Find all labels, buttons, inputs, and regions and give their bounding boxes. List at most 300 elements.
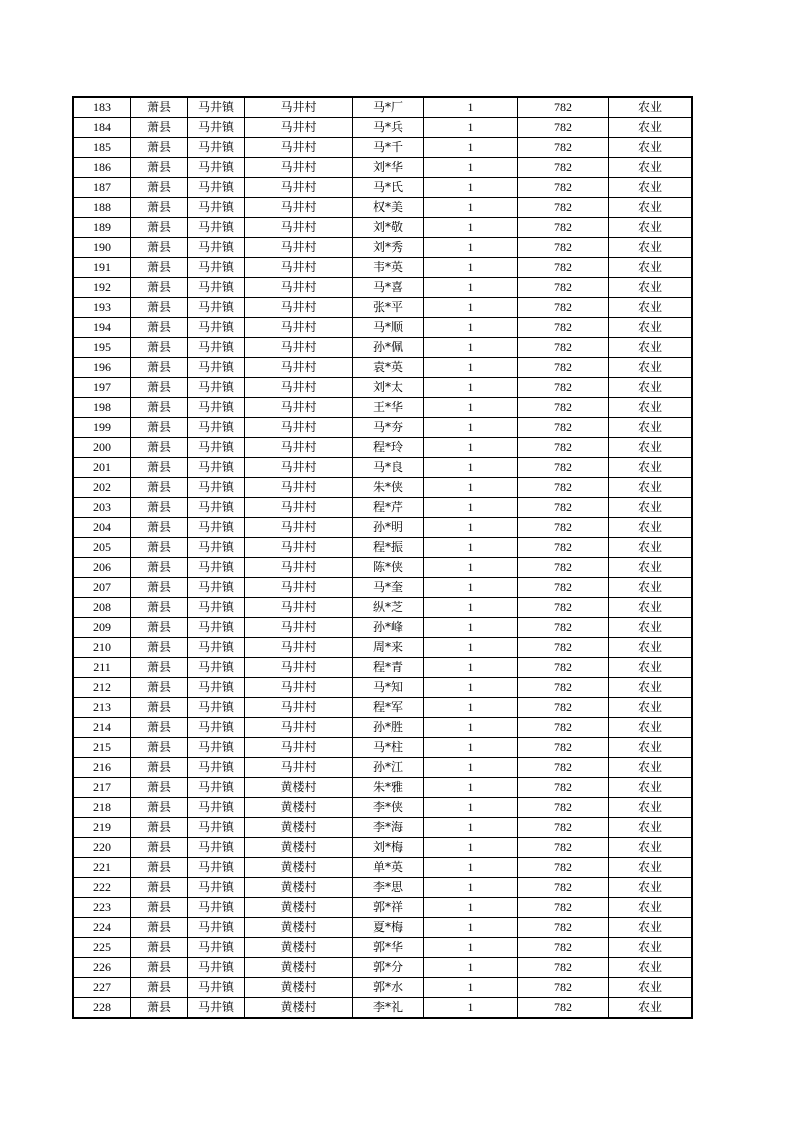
county-cell: 萧县 bbox=[131, 718, 188, 738]
table-row bbox=[73, 998, 692, 1019]
table-row bbox=[73, 538, 692, 558]
village-cell: 马井村 bbox=[245, 718, 353, 738]
village-cell: 黄楼村 bbox=[245, 878, 353, 898]
type-cell: 农业 bbox=[609, 858, 693, 878]
table-row bbox=[73, 258, 692, 278]
type-cell: 农业 bbox=[609, 458, 693, 478]
count-cell: 1 bbox=[424, 558, 518, 578]
town-cell: 马井镇 bbox=[188, 458, 245, 478]
table-row bbox=[73, 278, 692, 298]
row-index: 201 bbox=[73, 458, 131, 478]
amount-cell: 782 bbox=[518, 998, 609, 1019]
count-cell: 1 bbox=[424, 658, 518, 678]
amount-cell: 782 bbox=[518, 578, 609, 598]
table-row bbox=[73, 678, 692, 698]
name-cell: 程*军 bbox=[353, 698, 424, 718]
count-cell: 1 bbox=[424, 298, 518, 318]
table-row bbox=[73, 158, 692, 178]
amount-cell: 782 bbox=[518, 598, 609, 618]
row-index: 190 bbox=[73, 238, 131, 258]
table-row bbox=[73, 138, 692, 158]
row-index: 188 bbox=[73, 198, 131, 218]
table-row bbox=[73, 218, 692, 238]
village-cell: 黄楼村 bbox=[245, 818, 353, 838]
town-cell: 马井镇 bbox=[188, 998, 245, 1019]
town-cell: 马井镇 bbox=[188, 978, 245, 998]
county-cell: 萧县 bbox=[131, 158, 188, 178]
count-cell: 1 bbox=[424, 198, 518, 218]
amount-cell: 782 bbox=[518, 538, 609, 558]
type-cell: 农业 bbox=[609, 918, 693, 938]
type-cell: 农业 bbox=[609, 638, 693, 658]
amount-cell: 782 bbox=[518, 338, 609, 358]
amount-cell: 782 bbox=[518, 698, 609, 718]
table-row bbox=[73, 338, 692, 358]
count-cell: 1 bbox=[424, 578, 518, 598]
village-cell: 马井村 bbox=[245, 698, 353, 718]
village-cell: 黄楼村 bbox=[245, 838, 353, 858]
row-index: 204 bbox=[73, 518, 131, 538]
count-cell: 1 bbox=[424, 598, 518, 618]
row-index: 221 bbox=[73, 858, 131, 878]
row-index: 219 bbox=[73, 818, 131, 838]
row-index: 200 bbox=[73, 438, 131, 458]
type-cell: 农业 bbox=[609, 578, 693, 598]
amount-cell: 782 bbox=[518, 498, 609, 518]
count-cell: 1 bbox=[424, 318, 518, 338]
row-index: 227 bbox=[73, 978, 131, 998]
town-cell: 马井镇 bbox=[188, 178, 245, 198]
county-cell: 萧县 bbox=[131, 538, 188, 558]
amount-cell: 782 bbox=[518, 258, 609, 278]
name-cell: 马*喜 bbox=[353, 278, 424, 298]
village-cell: 马井村 bbox=[245, 678, 353, 698]
table-row bbox=[73, 298, 692, 318]
amount-cell: 782 bbox=[518, 378, 609, 398]
row-index: 209 bbox=[73, 618, 131, 638]
table-row bbox=[73, 398, 692, 418]
amount-cell: 782 bbox=[518, 738, 609, 758]
row-index: 216 bbox=[73, 758, 131, 778]
county-cell: 萧县 bbox=[131, 678, 188, 698]
table-row bbox=[73, 758, 692, 778]
amount-cell: 782 bbox=[518, 638, 609, 658]
type-cell: 农业 bbox=[609, 958, 693, 978]
name-cell: 马*知 bbox=[353, 678, 424, 698]
county-cell: 萧县 bbox=[131, 898, 188, 918]
type-cell: 农业 bbox=[609, 998, 693, 1019]
village-cell: 马井村 bbox=[245, 458, 353, 478]
village-cell: 马井村 bbox=[245, 658, 353, 678]
count-cell: 1 bbox=[424, 398, 518, 418]
town-cell: 马井镇 bbox=[188, 258, 245, 278]
table-row bbox=[73, 438, 692, 458]
row-index: 225 bbox=[73, 938, 131, 958]
type-cell: 农业 bbox=[609, 478, 693, 498]
count-cell: 1 bbox=[424, 538, 518, 558]
village-cell: 马井村 bbox=[245, 418, 353, 438]
county-cell: 萧县 bbox=[131, 118, 188, 138]
table-row bbox=[73, 358, 692, 378]
county-cell: 萧县 bbox=[131, 218, 188, 238]
county-cell: 萧县 bbox=[131, 918, 188, 938]
name-cell: 马*奎 bbox=[353, 578, 424, 598]
type-cell: 农业 bbox=[609, 978, 693, 998]
amount-cell: 782 bbox=[518, 438, 609, 458]
town-cell: 马井镇 bbox=[188, 218, 245, 238]
type-cell: 农业 bbox=[609, 558, 693, 578]
amount-cell: 782 bbox=[518, 898, 609, 918]
town-cell: 马井镇 bbox=[188, 338, 245, 358]
type-cell: 农业 bbox=[609, 738, 693, 758]
town-cell: 马井镇 bbox=[188, 678, 245, 698]
town-cell: 马井镇 bbox=[188, 418, 245, 438]
town-cell: 马井镇 bbox=[188, 718, 245, 738]
row-index: 220 bbox=[73, 838, 131, 858]
town-cell: 马井镇 bbox=[188, 478, 245, 498]
type-cell: 农业 bbox=[609, 338, 693, 358]
town-cell: 马井镇 bbox=[188, 97, 245, 118]
type-cell: 农业 bbox=[609, 158, 693, 178]
name-cell: 程*芹 bbox=[353, 498, 424, 518]
count-cell: 1 bbox=[424, 778, 518, 798]
table-row bbox=[73, 778, 692, 798]
table-row bbox=[73, 838, 692, 858]
amount-cell: 782 bbox=[518, 318, 609, 338]
county-cell: 萧县 bbox=[131, 178, 188, 198]
town-cell: 马井镇 bbox=[188, 298, 245, 318]
table-row bbox=[73, 878, 692, 898]
village-cell: 马井村 bbox=[245, 518, 353, 538]
town-cell: 马井镇 bbox=[188, 498, 245, 518]
type-cell: 农业 bbox=[609, 278, 693, 298]
type-cell: 农业 bbox=[609, 778, 693, 798]
row-index: 211 bbox=[73, 658, 131, 678]
amount-cell: 782 bbox=[518, 618, 609, 638]
row-index: 198 bbox=[73, 398, 131, 418]
type-cell: 农业 bbox=[609, 398, 693, 418]
name-cell: 马*柱 bbox=[353, 738, 424, 758]
village-cell: 马井村 bbox=[245, 438, 353, 458]
amount-cell: 782 bbox=[518, 238, 609, 258]
amount-cell: 782 bbox=[518, 418, 609, 438]
name-cell: 韦*英 bbox=[353, 258, 424, 278]
town-cell: 马井镇 bbox=[188, 578, 245, 598]
county-cell: 萧县 bbox=[131, 698, 188, 718]
county-cell: 萧县 bbox=[131, 138, 188, 158]
town-cell: 马井镇 bbox=[188, 138, 245, 158]
amount-cell: 782 bbox=[518, 958, 609, 978]
county-cell: 萧县 bbox=[131, 738, 188, 758]
county-cell: 萧县 bbox=[131, 338, 188, 358]
village-cell: 黄楼村 bbox=[245, 958, 353, 978]
type-cell: 农业 bbox=[609, 698, 693, 718]
amount-cell: 782 bbox=[518, 478, 609, 498]
amount-cell: 782 bbox=[518, 758, 609, 778]
amount-cell: 782 bbox=[518, 97, 609, 118]
type-cell: 农业 bbox=[609, 838, 693, 858]
count-cell: 1 bbox=[424, 998, 518, 1019]
count-cell: 1 bbox=[424, 618, 518, 638]
table-row bbox=[73, 198, 692, 218]
name-cell: 刘*太 bbox=[353, 378, 424, 398]
row-index: 186 bbox=[73, 158, 131, 178]
count-cell: 1 bbox=[424, 518, 518, 538]
row-index: 213 bbox=[73, 698, 131, 718]
table-row bbox=[73, 578, 692, 598]
village-cell: 马井村 bbox=[245, 598, 353, 618]
village-cell: 马井村 bbox=[245, 498, 353, 518]
village-cell: 黄楼村 bbox=[245, 778, 353, 798]
village-cell: 马井村 bbox=[245, 578, 353, 598]
table-row bbox=[73, 818, 692, 838]
amount-cell: 782 bbox=[518, 818, 609, 838]
county-cell: 萧县 bbox=[131, 778, 188, 798]
town-cell: 马井镇 bbox=[188, 638, 245, 658]
county-cell: 萧县 bbox=[131, 598, 188, 618]
data-table bbox=[72, 96, 693, 1019]
county-cell: 萧县 bbox=[131, 398, 188, 418]
name-cell: 郭*分 bbox=[353, 958, 424, 978]
name-cell: 张*平 bbox=[353, 298, 424, 318]
amount-cell: 782 bbox=[518, 798, 609, 818]
amount-cell: 782 bbox=[518, 938, 609, 958]
table-row bbox=[73, 458, 692, 478]
count-cell: 1 bbox=[424, 478, 518, 498]
count-cell: 1 bbox=[424, 138, 518, 158]
name-cell: 朱*雅 bbox=[353, 778, 424, 798]
type-cell: 农业 bbox=[609, 318, 693, 338]
row-index: 218 bbox=[73, 798, 131, 818]
row-index: 208 bbox=[73, 598, 131, 618]
count-cell: 1 bbox=[424, 458, 518, 478]
row-index: 207 bbox=[73, 578, 131, 598]
town-cell: 马井镇 bbox=[188, 758, 245, 778]
table-row bbox=[73, 238, 692, 258]
village-cell: 马井村 bbox=[245, 218, 353, 238]
town-cell: 马井镇 bbox=[188, 158, 245, 178]
count-cell: 1 bbox=[424, 158, 518, 178]
name-cell: 马*良 bbox=[353, 458, 424, 478]
village-cell: 黄楼村 bbox=[245, 998, 353, 1019]
row-index: 214 bbox=[73, 718, 131, 738]
count-cell: 1 bbox=[424, 698, 518, 718]
amount-cell: 782 bbox=[518, 158, 609, 178]
amount-cell: 782 bbox=[518, 458, 609, 478]
name-cell: 周*来 bbox=[353, 638, 424, 658]
amount-cell: 782 bbox=[518, 558, 609, 578]
name-cell: 郭*水 bbox=[353, 978, 424, 998]
count-cell: 1 bbox=[424, 678, 518, 698]
amount-cell: 782 bbox=[518, 298, 609, 318]
type-cell: 农业 bbox=[609, 758, 693, 778]
county-cell: 萧县 bbox=[131, 418, 188, 438]
village-cell: 马井村 bbox=[245, 638, 353, 658]
town-cell: 马井镇 bbox=[188, 618, 245, 638]
name-cell: 朱*侠 bbox=[353, 478, 424, 498]
table-row bbox=[73, 378, 692, 398]
row-index: 215 bbox=[73, 738, 131, 758]
county-cell: 萧县 bbox=[131, 958, 188, 978]
count-cell: 1 bbox=[424, 218, 518, 238]
type-cell: 农业 bbox=[609, 618, 693, 638]
village-cell: 马井村 bbox=[245, 398, 353, 418]
county-cell: 萧县 bbox=[131, 298, 188, 318]
town-cell: 马井镇 bbox=[188, 658, 245, 678]
county-cell: 萧县 bbox=[131, 258, 188, 278]
town-cell: 马井镇 bbox=[188, 378, 245, 398]
type-cell: 农业 bbox=[609, 898, 693, 918]
table-row bbox=[73, 958, 692, 978]
type-cell: 农业 bbox=[609, 598, 693, 618]
county-cell: 萧县 bbox=[131, 758, 188, 778]
county-cell: 萧县 bbox=[131, 618, 188, 638]
amount-cell: 782 bbox=[518, 658, 609, 678]
count-cell: 1 bbox=[424, 378, 518, 398]
table-row bbox=[73, 918, 692, 938]
table-row bbox=[73, 178, 692, 198]
county-cell: 萧县 bbox=[131, 798, 188, 818]
name-cell: 袁*英 bbox=[353, 358, 424, 378]
name-cell: 孙*明 bbox=[353, 518, 424, 538]
county-cell: 萧县 bbox=[131, 638, 188, 658]
village-cell: 马井村 bbox=[245, 238, 353, 258]
table-row bbox=[73, 638, 692, 658]
name-cell: 郭*华 bbox=[353, 938, 424, 958]
type-cell: 农业 bbox=[609, 198, 693, 218]
amount-cell: 782 bbox=[518, 778, 609, 798]
village-cell: 马井村 bbox=[245, 358, 353, 378]
amount-cell: 782 bbox=[518, 518, 609, 538]
count-cell: 1 bbox=[424, 718, 518, 738]
name-cell: 孙*佩 bbox=[353, 338, 424, 358]
type-cell: 农业 bbox=[609, 118, 693, 138]
table-row bbox=[73, 558, 692, 578]
type-cell: 农业 bbox=[609, 298, 693, 318]
name-cell: 李*侠 bbox=[353, 798, 424, 818]
town-cell: 马井镇 bbox=[188, 878, 245, 898]
type-cell: 农业 bbox=[609, 218, 693, 238]
county-cell: 萧县 bbox=[131, 458, 188, 478]
count-cell: 1 bbox=[424, 97, 518, 118]
row-index: 228 bbox=[73, 998, 131, 1019]
name-cell: 单*英 bbox=[353, 858, 424, 878]
name-cell: 刘*梅 bbox=[353, 838, 424, 858]
name-cell: 孙*胜 bbox=[353, 718, 424, 738]
count-cell: 1 bbox=[424, 238, 518, 258]
name-cell: 马*厂 bbox=[353, 97, 424, 118]
name-cell: 夏*梅 bbox=[353, 918, 424, 938]
village-cell: 黄楼村 bbox=[245, 978, 353, 998]
county-cell: 萧县 bbox=[131, 878, 188, 898]
type-cell: 农业 bbox=[609, 518, 693, 538]
amount-cell: 782 bbox=[518, 838, 609, 858]
row-index: 223 bbox=[73, 898, 131, 918]
name-cell: 权*美 bbox=[353, 198, 424, 218]
table-row bbox=[73, 318, 692, 338]
row-index: 184 bbox=[73, 118, 131, 138]
town-cell: 马井镇 bbox=[188, 238, 245, 258]
table-body bbox=[73, 97, 692, 1018]
table-row bbox=[73, 118, 692, 138]
count-cell: 1 bbox=[424, 978, 518, 998]
town-cell: 马井镇 bbox=[188, 938, 245, 958]
count-cell: 1 bbox=[424, 418, 518, 438]
county-cell: 萧县 bbox=[131, 438, 188, 458]
name-cell: 孙*江 bbox=[353, 758, 424, 778]
name-cell: 刘*敬 bbox=[353, 218, 424, 238]
table-row bbox=[73, 418, 692, 438]
table-row bbox=[73, 898, 692, 918]
row-index: 199 bbox=[73, 418, 131, 438]
county-cell: 萧县 bbox=[131, 978, 188, 998]
village-cell: 黄楼村 bbox=[245, 898, 353, 918]
county-cell: 萧县 bbox=[131, 478, 188, 498]
county-cell: 萧县 bbox=[131, 498, 188, 518]
type-cell: 农业 bbox=[609, 378, 693, 398]
table-row bbox=[73, 618, 692, 638]
table-row bbox=[73, 978, 692, 998]
name-cell: 马*千 bbox=[353, 138, 424, 158]
county-cell: 萧县 bbox=[131, 558, 188, 578]
row-index: 212 bbox=[73, 678, 131, 698]
name-cell: 马*顺 bbox=[353, 318, 424, 338]
amount-cell: 782 bbox=[518, 918, 609, 938]
row-index: 195 bbox=[73, 338, 131, 358]
amount-cell: 782 bbox=[518, 278, 609, 298]
count-cell: 1 bbox=[424, 818, 518, 838]
count-cell: 1 bbox=[424, 178, 518, 198]
town-cell: 马井镇 bbox=[188, 738, 245, 758]
village-cell: 马井村 bbox=[245, 178, 353, 198]
county-cell: 萧县 bbox=[131, 198, 188, 218]
type-cell: 农业 bbox=[609, 718, 693, 738]
count-cell: 1 bbox=[424, 758, 518, 778]
table-row bbox=[73, 858, 692, 878]
type-cell: 农业 bbox=[609, 498, 693, 518]
county-cell: 萧县 bbox=[131, 378, 188, 398]
name-cell: 李*礼 bbox=[353, 998, 424, 1019]
count-cell: 1 bbox=[424, 498, 518, 518]
village-cell: 马井村 bbox=[245, 138, 353, 158]
name-cell: 刘*华 bbox=[353, 158, 424, 178]
count-cell: 1 bbox=[424, 258, 518, 278]
village-cell: 马井村 bbox=[245, 258, 353, 278]
county-cell: 萧县 bbox=[131, 838, 188, 858]
row-index: 197 bbox=[73, 378, 131, 398]
town-cell: 马井镇 bbox=[188, 518, 245, 538]
amount-cell: 782 bbox=[518, 858, 609, 878]
county-cell: 萧县 bbox=[131, 238, 188, 258]
type-cell: 农业 bbox=[609, 938, 693, 958]
count-cell: 1 bbox=[424, 878, 518, 898]
row-index: 193 bbox=[73, 298, 131, 318]
town-cell: 马井镇 bbox=[188, 958, 245, 978]
amount-cell: 782 bbox=[518, 878, 609, 898]
village-cell: 马井村 bbox=[245, 338, 353, 358]
town-cell: 马井镇 bbox=[188, 358, 245, 378]
name-cell: 纵*芝 bbox=[353, 598, 424, 618]
town-cell: 马井镇 bbox=[188, 858, 245, 878]
town-cell: 马井镇 bbox=[188, 698, 245, 718]
amount-cell: 782 bbox=[518, 978, 609, 998]
count-cell: 1 bbox=[424, 858, 518, 878]
count-cell: 1 bbox=[424, 118, 518, 138]
town-cell: 马井镇 bbox=[188, 398, 245, 418]
name-cell: 陈*侠 bbox=[353, 558, 424, 578]
row-index: 185 bbox=[73, 138, 131, 158]
name-cell: 马*夯 bbox=[353, 418, 424, 438]
